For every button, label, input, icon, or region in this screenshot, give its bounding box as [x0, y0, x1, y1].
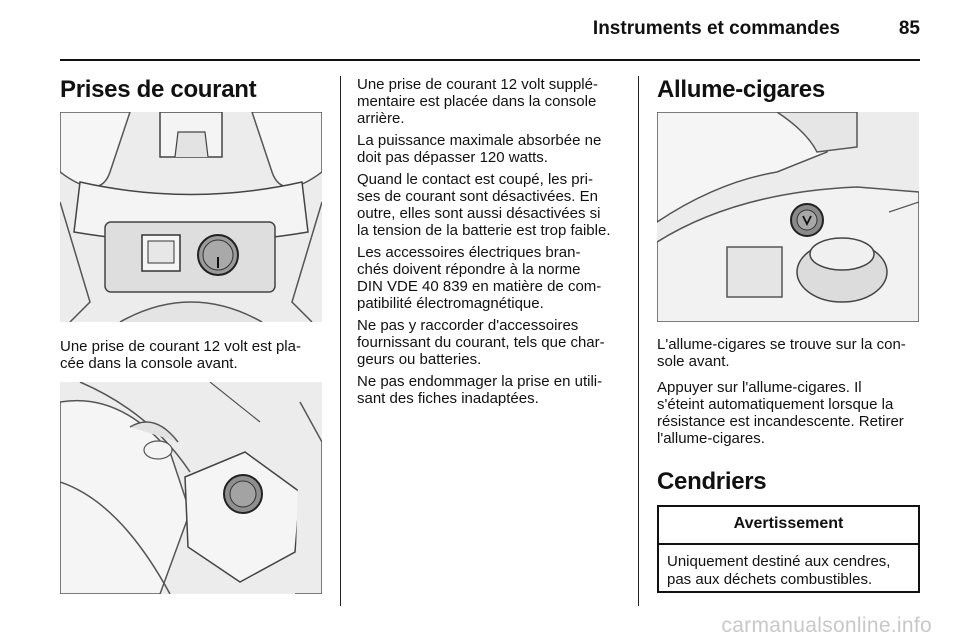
watermark: carmanualsonline.info [721, 614, 932, 637]
lighter-usage-text: Appuyer sur l'allume-cigares. Il s'éteint automatiquement lorsque la résistance est incandescente. Retirer l'allume-cigares. [657, 379, 904, 447]
paragraph-no-chargers: Ne pas y raccorder d'accessoires fournissant du courant, tels que char- geurs ou batteries. [357, 317, 605, 368]
lighter-location-text: L'allume-cigares se trouve sur la con- sole avant. [657, 336, 906, 370]
rear-console-outlet-illustration [60, 382, 322, 594]
header-rule [60, 59, 920, 61]
cigarette-lighter-illustration [657, 112, 919, 322]
warning-box [657, 505, 920, 593]
page-number: 85 [898, 18, 920, 39]
rear-outlet-text-column [357, 76, 627, 412]
column-divider-2 [638, 76, 639, 606]
column-divider-1 [340, 76, 341, 606]
warning-title: Avertissement [733, 515, 844, 532]
running-header-title: Instruments et commandes [592, 18, 840, 39]
paragraph-no-damage: Ne pas endommager la prise en utili- sant des fiches inadaptées. [357, 373, 603, 407]
paragraph-max-power: La puissance maximale absorbée ne doit pas dépasser 120 watts. [357, 132, 602, 166]
warning-text: Uniquement destiné aux cendres, pas aux déchets combustibles. [667, 553, 891, 588]
paragraph-rear-outlet: Une prise de courant 12 volt supplé- mentaire est placée dans la console arrière. [357, 76, 598, 127]
front-outlet-description: Une prise de courant 12 volt est pla- cée dans la console avant. [60, 338, 301, 372]
section-heading-cigarette-lighter: Allume-cigares [657, 76, 825, 103]
paragraph-din-standard: Les accessoires électriques bran- chés doivent répondre à la norme DIN VDE 40 839 en matière de com- patibilité électromagnétique. [357, 244, 602, 312]
section-heading-ashtrays: Cendriers [657, 468, 767, 495]
section-heading-power-outlets: Prises de courant [60, 76, 257, 103]
paragraph-ignition-off: Quand le contact est coupé, les pri- ses de courant sont désactivées. En outre, elles sont aussi désactivées si la tension de la batterie est trop faible. [357, 171, 611, 239]
front-console-outlet-illustration [60, 112, 322, 322]
